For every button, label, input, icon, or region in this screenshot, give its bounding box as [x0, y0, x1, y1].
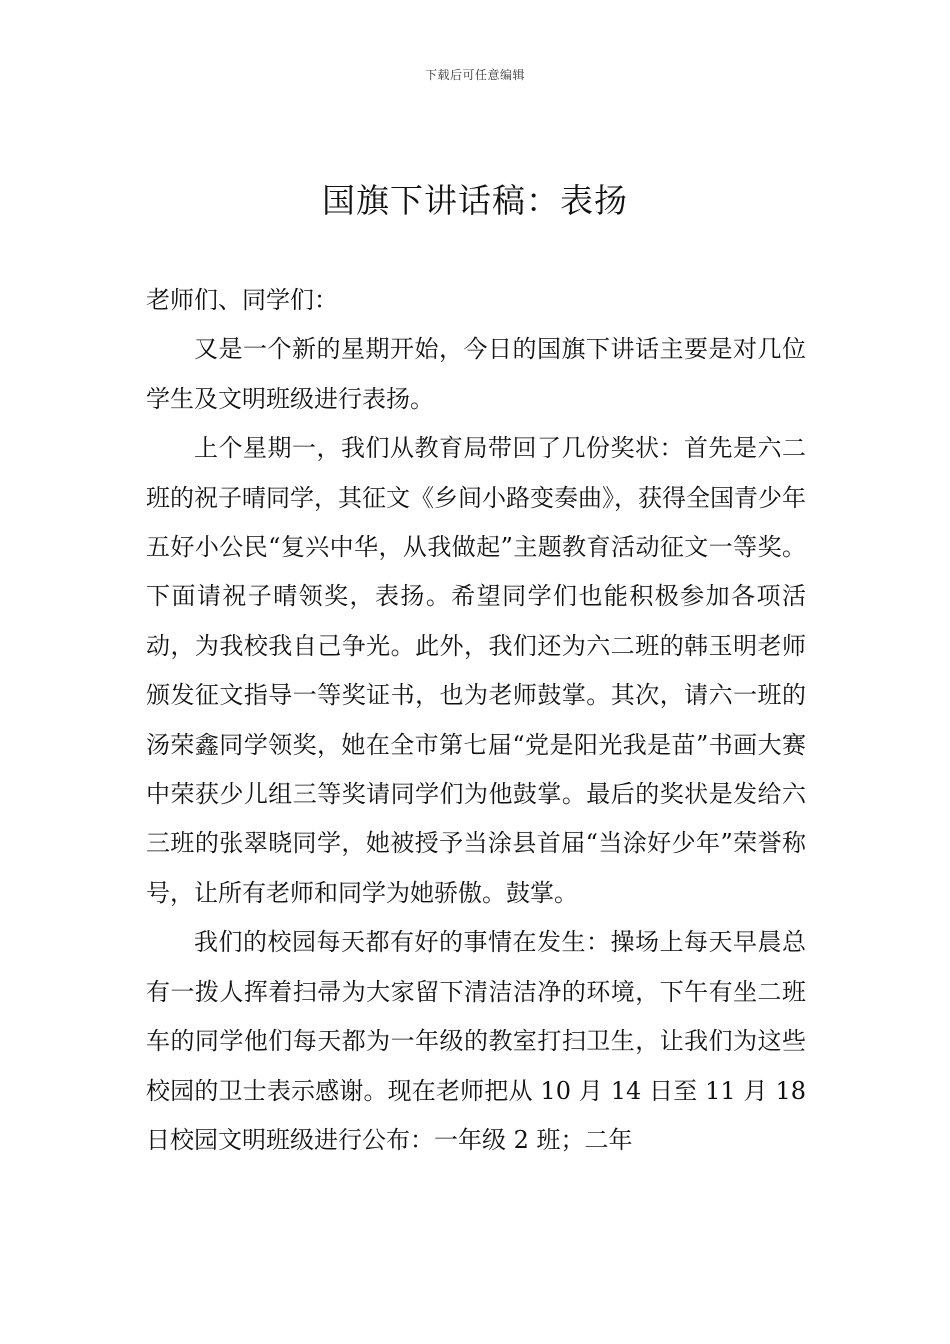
paragraph-intro: 又是一个新的星期开始，今日的国旗下讲话主要是对几位学生及文明班级进行表扬。 — [146, 335, 806, 413]
document-body — [146, 276, 806, 1165]
salutation: 老师们、同学们： — [146, 286, 338, 314]
paragraph-campus: 我们的校园每天都有好的事情在发生：操场上每天早晨总有一拨人挥着扫帚为大家留下清洁洁净的环境，下午有坐二班车的同学他们每天都为一年级的教室打扫卫生，让我们为这些校园的卫士表示感谢。现在老师把从 10 月 14 日至 11 月 18 日校园文明班级进行公布：一年级 2 班；二年 — [146, 928, 806, 1154]
document-title: 国旗下讲话稿：表扬 — [322, 181, 628, 220]
paragraph-awards: 上个星期一，我们从教育局带回了几份奖状：首先是六二班的祝子晴同学，其征文《乡间小路变奏曲》，获得全国青少年五好小公民“复兴中华，从我做起”主题教育活动征文一等奖。下面请祝子晴领奖，表扬。希望同学们也能积极参加各项活动，为我校我自己争光。此外，我们还为六二班的韩玉明老师颁发征文指导一等奖证书，也为老师鼓掌。其次，请六一班的汤荣鑫同学领奖，她在全市第七届“党是阳光我是苗”书画大赛中荣获少儿组三等奖请同学们为他鼓掌。最后的奖状是发给六三班的张翠晓同学，她被授予当涂县首届“当涂好少年”荣誉称号，让所有老师和同学为她骄傲。鼓掌。 — [146, 434, 806, 907]
header-note: 下载后可任意编辑 — [424, 68, 525, 82]
